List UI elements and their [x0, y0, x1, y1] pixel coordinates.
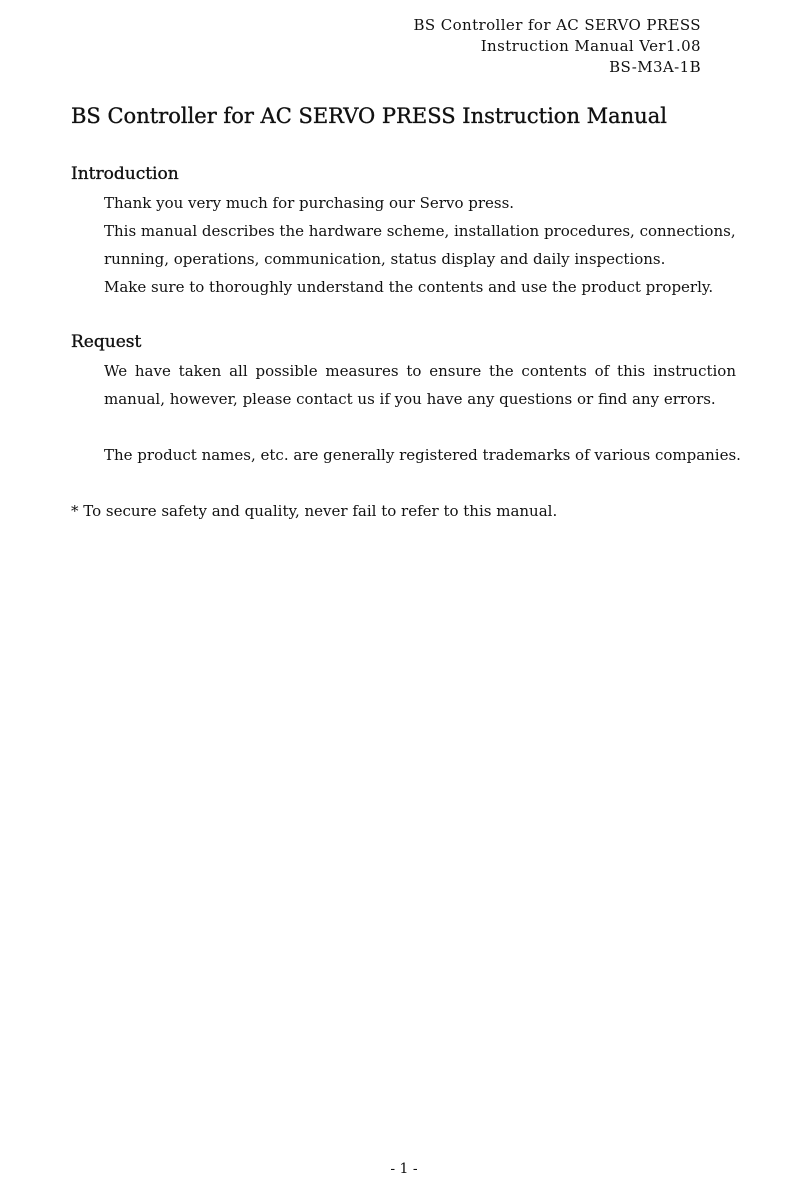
trademark-paragraph — [104, 441, 741, 469]
introduction-line-2: This manual describes the hardware scheme, installation procedures, connections, — [104, 222, 736, 240]
header-product-line: BS Controller for AC SERVO PRESS — [413, 16, 701, 34]
request-line-1: We have taken all possible measures to ensure the contents of this instruction — [104, 362, 736, 380]
running-header — [413, 15, 701, 78]
request-paragraph — [104, 357, 736, 413]
header-model-line: BS-M3A-1B — [609, 58, 701, 76]
request-line-2: manual, however, please contact us if you have any questions or find any errors. — [104, 390, 716, 408]
request-heading: Request — [71, 332, 142, 352]
introduction-line-3: running, operations, communication, status display and daily inspections. — [104, 250, 666, 268]
introduction-line-4: Make sure to thoroughly understand the contents and use the product properly. — [104, 278, 714, 296]
page-number: - 1 - — [390, 1161, 418, 1177]
header-version-line: Instruction Manual Ver1.08 — [480, 37, 701, 55]
safety-note: * To secure safety and quality, never fail to refer to this manual. — [71, 502, 558, 520]
document-title: BS Controller for AC SERVO PRESS Instruction Manual — [71, 104, 667, 128]
introduction-line-1: Thank you very much for purchasing our Servo press. — [104, 194, 515, 212]
introduction-heading: Introduction — [71, 164, 179, 184]
introduction-paragraph — [104, 189, 736, 301]
trademark-line: The product names, etc. are generally registered trademarks of various companies. — [104, 446, 741, 464]
